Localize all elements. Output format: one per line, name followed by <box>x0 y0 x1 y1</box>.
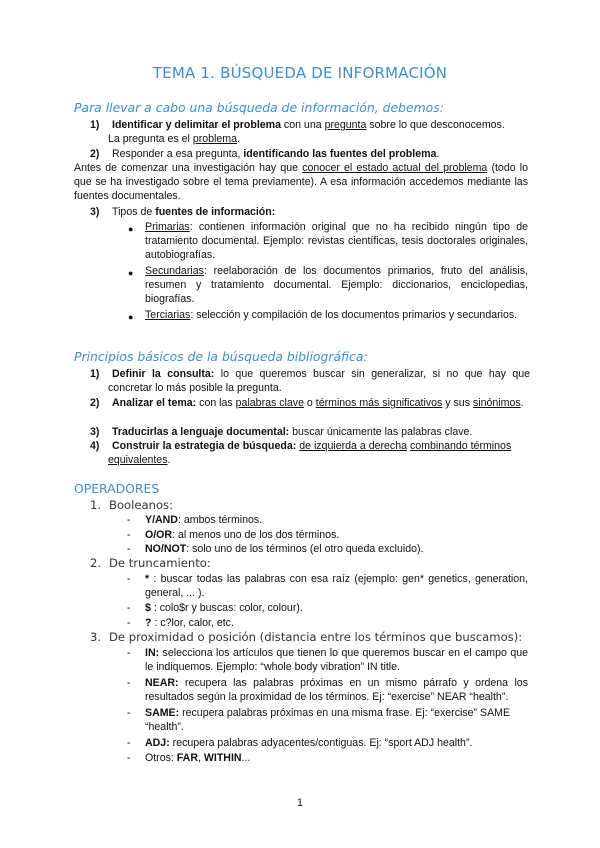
bullet-icon: ● <box>128 224 134 234</box>
list-item: ADJ: recupera palabras adyacentes/contiguas. Ej: “sport ADJ health”. <box>145 737 473 749</box>
dash-icon: - <box>127 573 131 585</box>
bullet-item-secundarias: Secundarias: reelaboración de los documentos primarios, fruto del análisis, resumen y tratamiento documental. Ejemplo: diccionarios, enciclopedias, biografías. <box>145 265 528 306</box>
list-item: * : buscar todas las palabras con esa raíz (ejemplo: gen* genetics, generation, general, ... ). <box>145 573 528 600</box>
dash-icon: - <box>127 529 131 541</box>
list-item: ? : c?lor, calor, etc. <box>145 617 234 629</box>
dash-icon: - <box>127 677 131 689</box>
section-heading-search: Para llevar a cabo una búsqueda de información, debemos: <box>74 100 444 115</box>
list-item: 2) Analizar el tema: con las palabras clave o términos más significativos y sus sinónimos. <box>90 397 524 409</box>
bullet-item-primarias: Primarias: contienen información original que no ha recibido ningún tipo de tratamiento documental. Ejemplo: revistas científicas, tesis doctorales originales, autobiografías. <box>145 221 528 262</box>
subsection-title-truncation: 2. De truncamiento: <box>90 556 211 570</box>
list-item: Otros: FAR, WITHIN... <box>145 752 251 764</box>
bullet-icon: ● <box>128 312 134 322</box>
subsection-title-proximity: 3. De proximidad o posición (distancia entre los términos que buscamos): <box>90 630 523 644</box>
paragraph: Antes de comenzar una investigación hay que conocer el estado actual del problema (todo lo que se ha investigado sobre el tema previamente). A esa información accedemos mediante las fuentes documentales. <box>74 162 529 203</box>
bullet-icon: ● <box>128 268 134 278</box>
list-item: 2) Responder a esa pregunta, identificando las fuentes del problema. <box>90 148 440 160</box>
dash-icon: - <box>127 647 131 659</box>
bullet-item-terciarias: Terciarias: selección y compilación de los documentos primarios y secundarios. <box>145 309 518 321</box>
dash-icon: - <box>127 514 131 526</box>
page-number: 1 <box>297 797 303 809</box>
dash-icon: - <box>127 617 131 629</box>
subsection-title-boolean: 1. Booleanos: <box>90 498 173 512</box>
list-item: NEAR: recupera las palabras próximas en un mismo párrafo y ordena los resultados según la proximidad de los términos. Ej: “exercise” NEAR “health”. <box>145 677 528 704</box>
list-item: 4) Construir la estrategia de búsqueda: de izquierda a derecha combinando términos equivalentes. <box>90 440 512 467</box>
list-item: 3) Traducirlas a lenguaje documental: buscar únicamente las palabras clave. <box>90 426 473 438</box>
list-item: 1) Identificar y delimitar el problema con una pregunta sobre lo que desconocemos. <box>90 119 505 131</box>
page-title: TEMA 1. BÚSQUEDA DE INFORMACIÓN <box>152 64 448 82</box>
dash-icon: - <box>127 707 131 719</box>
dash-icon: - <box>127 602 131 614</box>
list-item: O/OR: al menos uno de los dos términos. <box>145 529 340 541</box>
list-item: 3) Tipos de fuentes de información: <box>90 206 276 218</box>
list-item: Y/AND: ambos términos. <box>145 514 263 526</box>
section-heading-operators: OPERADORES <box>74 481 160 496</box>
list-item: SAME: recupera palabras próximas en una misma frase. Ej: “exercise” SAME “health”. <box>145 707 511 734</box>
dash-icon: - <box>127 752 131 764</box>
list-item: IN: selecciona los artículos que tienen lo que queremos buscar en el campo que le indiquemos. Ejemplo: “whole body vibration” IN title. <box>145 647 528 674</box>
list-item-continuation: La pregunta es el problema. <box>108 133 240 145</box>
dash-icon: - <box>127 737 131 749</box>
list-item: NO/NOT: solo uno de los términos (el otro queda excluido). <box>145 543 424 555</box>
list-item: 1) Definir la consulta: lo que queremos buscar sin generalizar, si no que hay que concretar lo más posible la pregunta. <box>90 368 530 395</box>
dash-icon: - <box>127 543 131 555</box>
list-item: $ : colo$r y buscas: color, colour). <box>145 602 303 614</box>
section-heading-principles: Principios básicos de la búsqueda bibliográfica: <box>74 349 368 364</box>
